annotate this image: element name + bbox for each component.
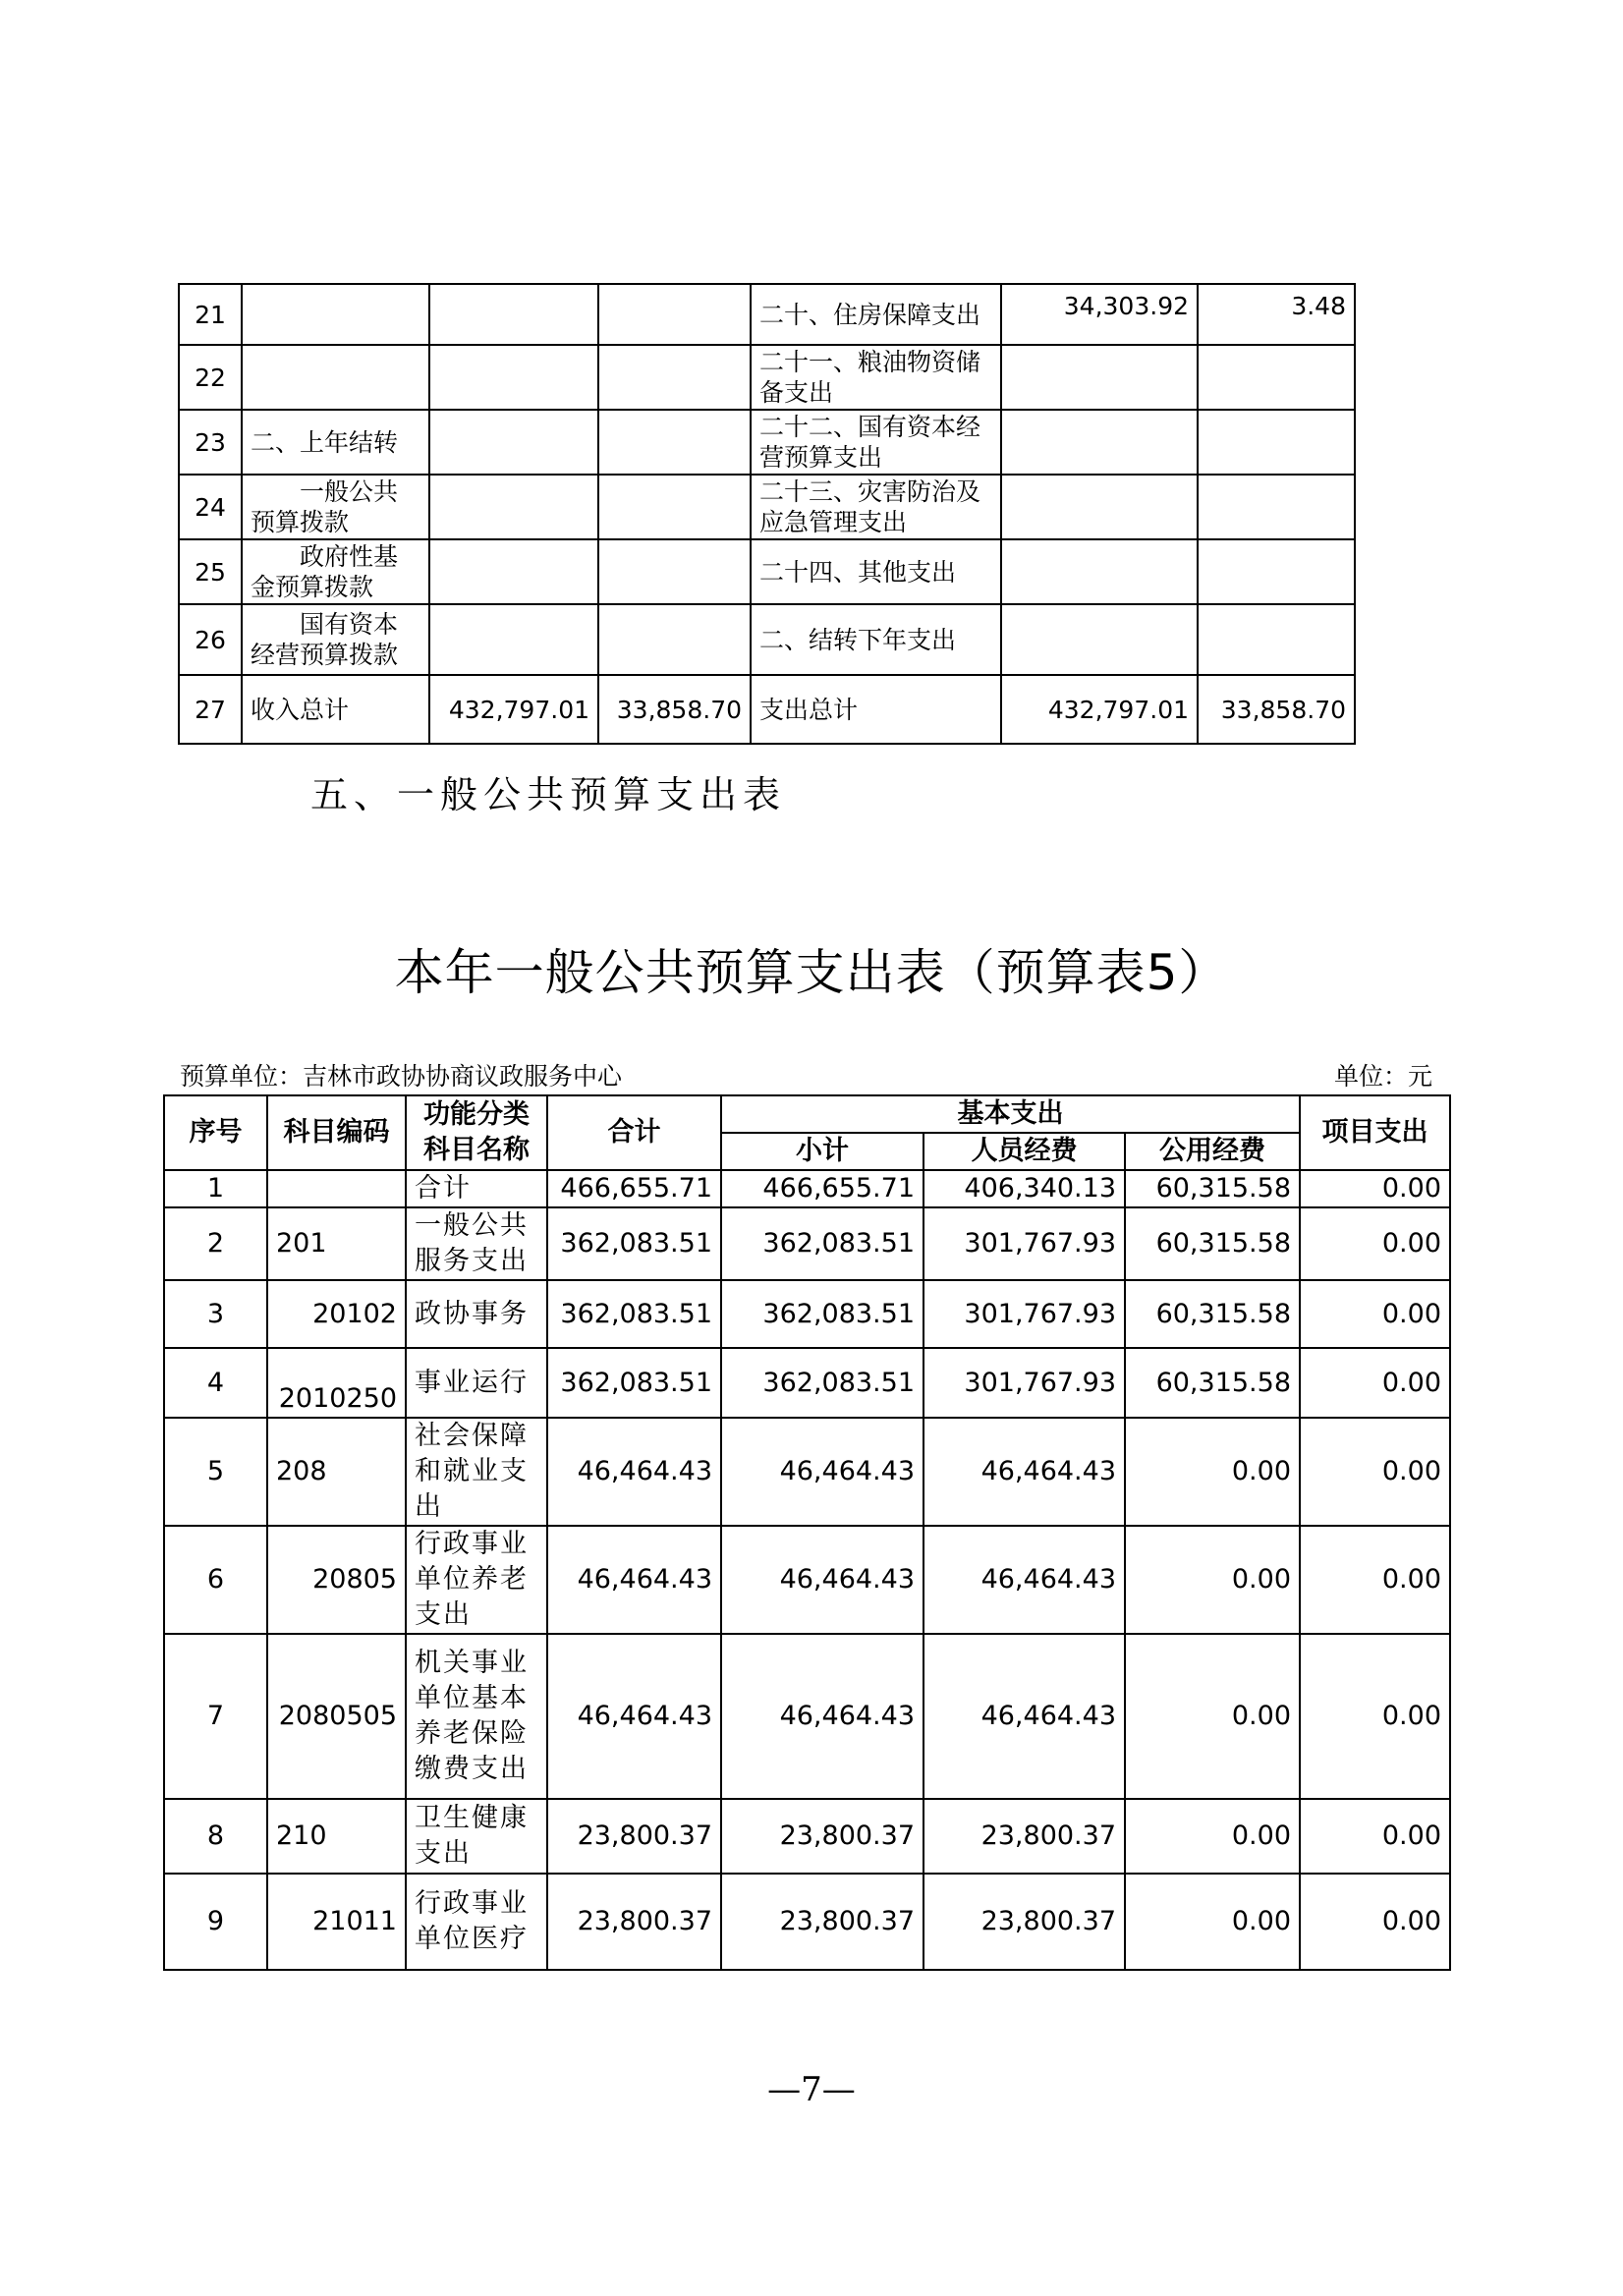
- subtotal-value: 466,655.71: [721, 1170, 923, 1207]
- header-total: 合计: [547, 1095, 721, 1170]
- total-value: 23,800.37: [547, 1874, 721, 1970]
- personnel-value: 301,767.93: [923, 1280, 1125, 1348]
- income-value: [429, 284, 598, 345]
- expense-value: [1001, 539, 1198, 604]
- public-value: 0.00: [1125, 1418, 1300, 1526]
- public-value: 60,315.58: [1125, 1280, 1300, 1348]
- personnel-value: 406,340.13: [923, 1170, 1125, 1207]
- table-meta-row: [180, 1061, 1432, 1092]
- row-number: 26: [179, 604, 242, 675]
- personnel-value: 46,464.43: [923, 1526, 1125, 1634]
- subject-code: 201: [267, 1207, 406, 1280]
- subject-code: 20102: [267, 1280, 406, 1348]
- subject-code: 2080505: [267, 1634, 406, 1799]
- subject-name: 合计: [406, 1170, 547, 1207]
- total-value: 46,464.43: [547, 1634, 721, 1799]
- income-item: 国有资本经营预算拨款: [242, 604, 429, 675]
- subject-code: 210: [267, 1799, 406, 1874]
- table-row: [164, 1874, 1450, 1970]
- public-value: 0.00: [1125, 1874, 1300, 1970]
- subject-name: 事业运行: [406, 1348, 547, 1418]
- project-value: 0.00: [1300, 1348, 1450, 1418]
- table-row: [179, 284, 1355, 345]
- total-value: 362,083.51: [547, 1348, 721, 1418]
- subtotal-value: 46,464.43: [721, 1634, 923, 1799]
- subtotal-value: 46,464.43: [721, 1418, 923, 1526]
- personnel-value: 23,800.37: [923, 1874, 1125, 1970]
- budget-summary-table: [178, 283, 1356, 745]
- row-number: 8: [164, 1799, 267, 1874]
- project-value: 0.00: [1300, 1207, 1450, 1280]
- row-number: 23: [179, 410, 242, 475]
- subject-name: 政协事务: [406, 1280, 547, 1348]
- total-value: 362,083.51: [547, 1280, 721, 1348]
- budget-unit-label: 预算单位：吉林市政协协商议政服务中心: [180, 1062, 623, 1091]
- project-value: 0.00: [1300, 1170, 1450, 1207]
- income-item: 二、上年结转: [242, 410, 429, 475]
- row-number: 22: [179, 345, 242, 410]
- expense-value: 432,797.01: [1001, 675, 1198, 744]
- subject-code: 21011: [267, 1874, 406, 1970]
- income-value: [429, 345, 598, 410]
- personnel-value: 46,464.43: [923, 1634, 1125, 1799]
- expense-value: [1001, 410, 1198, 475]
- row-number: 2: [164, 1207, 267, 1280]
- expense-item: 二十二、国有资本经营预算支出: [751, 410, 1001, 475]
- table-row: [164, 1348, 1450, 1418]
- expense-value: [1198, 475, 1355, 539]
- income-item: 收入总计: [242, 675, 429, 744]
- subtotal-value: 362,083.51: [721, 1348, 923, 1418]
- project-value: 0.00: [1300, 1799, 1450, 1874]
- expense-value: 3.48: [1198, 284, 1355, 345]
- income-value: [429, 604, 598, 675]
- income-value: [429, 475, 598, 539]
- header-subtotal: 小计: [721, 1133, 923, 1170]
- subject-name: 一般公共服务支出: [406, 1207, 547, 1280]
- personnel-value: 301,767.93: [923, 1348, 1125, 1418]
- income-value: [429, 539, 598, 604]
- expense-value: [1001, 604, 1198, 675]
- public-value: 60,315.58: [1125, 1170, 1300, 1207]
- subtotal-value: 23,800.37: [721, 1874, 923, 1970]
- income-value: [598, 475, 751, 539]
- row-number: 6: [164, 1526, 267, 1634]
- header-project: 项目支出: [1300, 1095, 1450, 1170]
- subject-name: 社会保障和就业支出: [406, 1418, 547, 1526]
- expense-item: 二、结转下年支出: [751, 604, 1001, 675]
- row-number: 25: [179, 539, 242, 604]
- currency-unit-label: 单位：元: [1333, 1062, 1432, 1091]
- table-row: [179, 410, 1355, 475]
- table-row: [179, 539, 1355, 604]
- row-number: 3: [164, 1280, 267, 1348]
- subtotal-value: 23,800.37: [721, 1799, 923, 1874]
- table-row: [164, 1170, 1450, 1207]
- table-row: [164, 1207, 1450, 1280]
- public-value: 0.00: [1125, 1634, 1300, 1799]
- expense-value: [1001, 475, 1198, 539]
- subject-code: [267, 1170, 406, 1207]
- subject-code: 2010250: [267, 1348, 406, 1418]
- row-number: 7: [164, 1634, 267, 1799]
- personnel-value: 46,464.43: [923, 1418, 1125, 1526]
- subject-name: 卫生健康支出: [406, 1799, 547, 1874]
- income-value: [598, 604, 751, 675]
- row-number: 24: [179, 475, 242, 539]
- row-number: 21: [179, 284, 242, 345]
- total-value: 23,800.37: [547, 1799, 721, 1874]
- public-value: 0.00: [1125, 1799, 1300, 1874]
- expense-value: [1198, 345, 1355, 410]
- subtotal-value: 362,083.51: [721, 1280, 923, 1348]
- income-item: 政府性基金预算拨款: [242, 539, 429, 604]
- table-row: [179, 475, 1355, 539]
- income-value: [429, 410, 598, 475]
- table-row: [179, 345, 1355, 410]
- section-heading: 五、一般公共预算支出表: [310, 773, 787, 816]
- row-number: 27: [179, 675, 242, 744]
- income-value: [598, 539, 751, 604]
- table-row: [164, 1526, 1450, 1634]
- subtotal-value: 46,464.43: [721, 1526, 923, 1634]
- header-name: 功能分类科目名称: [406, 1095, 547, 1170]
- row-number: 4: [164, 1348, 267, 1418]
- subtotal-value: 362,083.51: [721, 1207, 923, 1280]
- header-personnel: 人员经费: [923, 1133, 1125, 1170]
- header-code: 科目编码: [267, 1095, 406, 1170]
- table-row: [179, 675, 1355, 744]
- page-number: —7—: [767, 2070, 856, 2109]
- project-value: 0.00: [1300, 1418, 1450, 1526]
- table-row: [164, 1634, 1450, 1799]
- expense-value: 33,858.70: [1198, 675, 1355, 744]
- project-value: 0.00: [1300, 1280, 1450, 1348]
- table-row: [164, 1418, 1450, 1526]
- row-number: 1: [164, 1170, 267, 1207]
- row-number: 5: [164, 1418, 267, 1526]
- public-value: 60,315.58: [1125, 1207, 1300, 1280]
- table-title: 本年一般公共预算支出表（预算表5）: [394, 944, 1229, 1001]
- table-row: [179, 604, 1355, 675]
- table-row: [164, 1799, 1450, 1874]
- income-value: [598, 284, 751, 345]
- expense-value: [1001, 345, 1198, 410]
- income-item: [242, 284, 429, 345]
- expense-item: 二十、住房保障支出: [751, 284, 1001, 345]
- total-value: 46,464.43: [547, 1526, 721, 1634]
- subject-name: 行政事业单位医疗: [406, 1874, 547, 1970]
- header-no: 序号: [164, 1095, 267, 1170]
- subject-name: 行政事业单位养老支出: [406, 1526, 547, 1634]
- personnel-value: 23,800.37: [923, 1799, 1125, 1874]
- income-value: 432,797.01: [429, 675, 598, 744]
- expense-item: 二十三、灾害防治及应急管理支出: [751, 475, 1001, 539]
- public-value: 0.00: [1125, 1526, 1300, 1634]
- income-value: 33,858.70: [598, 675, 751, 744]
- income-item: [242, 345, 429, 410]
- personnel-value: 301,767.93: [923, 1207, 1125, 1280]
- header-row: [164, 1095, 1450, 1133]
- expense-value: 34,303.92: [1001, 284, 1198, 345]
- header-basic: 基本支出: [721, 1095, 1300, 1133]
- project-value: 0.00: [1300, 1526, 1450, 1634]
- public-value: 60,315.58: [1125, 1348, 1300, 1418]
- expense-item: 支出总计: [751, 675, 1001, 744]
- subject-code: 20805: [267, 1526, 406, 1634]
- expense-item: 二十四、其他支出: [751, 539, 1001, 604]
- expense-table: [163, 1094, 1451, 1971]
- expense-value: [1198, 604, 1355, 675]
- total-value: 46,464.43: [547, 1418, 721, 1526]
- expense-item: 二十一、粮油物资储备支出: [751, 345, 1001, 410]
- project-value: 0.00: [1300, 1634, 1450, 1799]
- subject-name: 机关事业单位基本养老保险缴费支出: [406, 1634, 547, 1799]
- income-value: [598, 345, 751, 410]
- income-item: 一般公共预算拨款: [242, 475, 429, 539]
- total-value: 466,655.71: [547, 1170, 721, 1207]
- row-number: 9: [164, 1874, 267, 1970]
- income-value: [598, 410, 751, 475]
- header-public: 公用经费: [1125, 1133, 1300, 1170]
- subject-code: 208: [267, 1418, 406, 1526]
- expense-value: [1198, 539, 1355, 604]
- table-row: [164, 1280, 1450, 1348]
- expense-value: [1198, 410, 1355, 475]
- total-value: 362,083.51: [547, 1207, 721, 1280]
- project-value: 0.00: [1300, 1874, 1450, 1970]
